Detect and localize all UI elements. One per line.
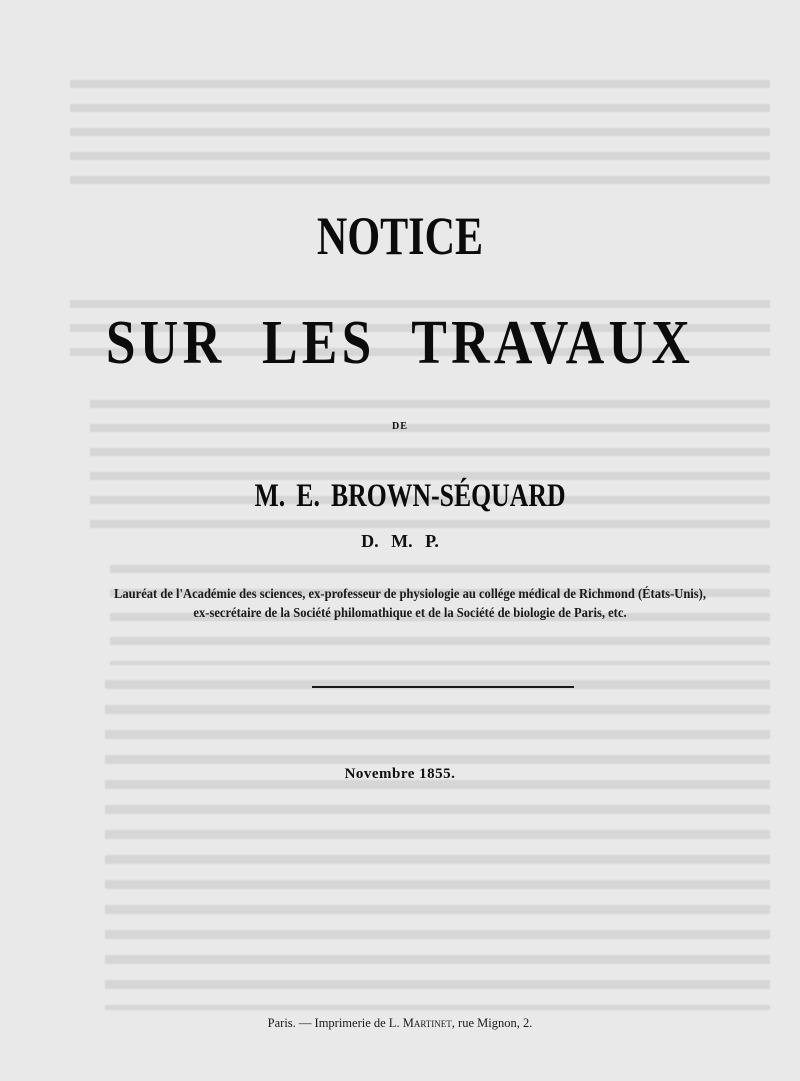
imprint-line bbox=[0, 1016, 800, 1031]
bleed-text-block bbox=[70, 80, 770, 200]
affiliation-line-1: Lauréat de l'Académie des sciences, ex-professeur de physiologie au collége médical de Richmond (États-Unis), bbox=[113, 586, 707, 601]
title-sur-les-travaux: SUR LES TRAVAUX bbox=[105, 309, 695, 377]
imprint-suffix: , rue Mignon, 2. bbox=[451, 1016, 533, 1030]
publication-date: Novembre 1855. bbox=[344, 766, 456, 782]
imprint-prefix: Paris. — Imprimerie de L. bbox=[267, 1016, 400, 1030]
imprint-printer: Martinet bbox=[402, 1016, 452, 1030]
affiliation-line-2: ex-secrétaire de la Société philomathique et de la Société de biologie de Paris, etc. bbox=[193, 605, 627, 620]
author-name: M. E. BROWN-SÉQUARD bbox=[254, 478, 566, 514]
bleed-text-block bbox=[105, 680, 770, 1010]
title-notice: NOTICE bbox=[316, 206, 484, 266]
author-degree: D. M. P. bbox=[361, 531, 439, 551]
divider-rule bbox=[312, 686, 574, 688]
title-particle: DE bbox=[392, 421, 408, 432]
affiliation-block bbox=[47, 584, 772, 622]
